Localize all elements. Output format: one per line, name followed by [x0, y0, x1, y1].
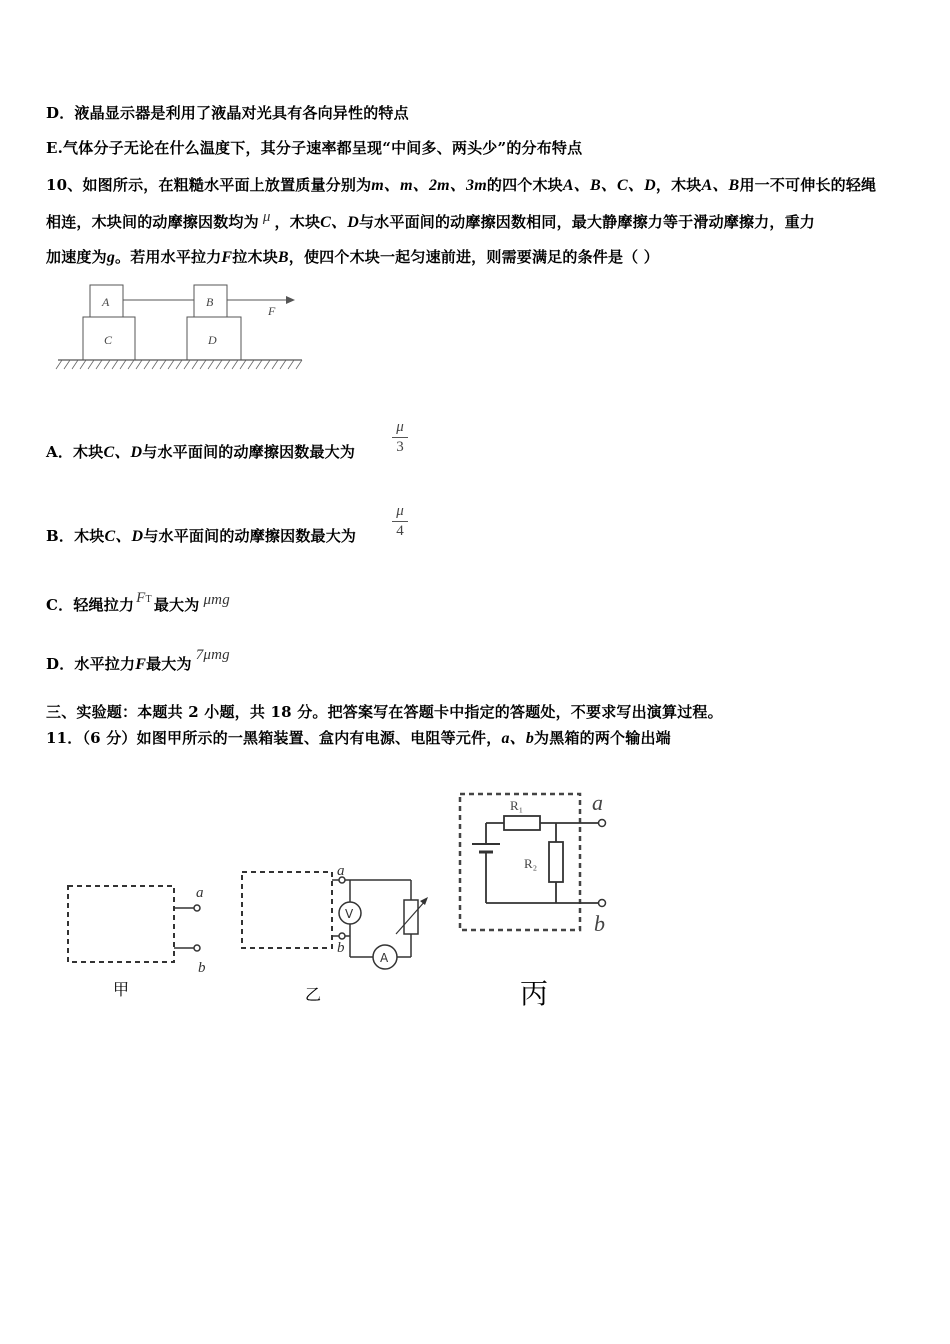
figure-jia: [60, 880, 220, 980]
option-c-symbol: FT: [136, 590, 152, 606]
ammeter-label: A: [380, 951, 389, 965]
caption-bing: 丙: [520, 977, 549, 1010]
black-box-jia: [68, 886, 174, 962]
q10-text: 10、如图所示，在粗糙水平面上放置质量分别为: [46, 176, 372, 194]
resistor-r2: [549, 842, 563, 882]
fraction-numerator: μ: [396, 419, 404, 435]
option-d-f: F: [135, 656, 147, 673]
q10-mu: μ: [262, 209, 271, 225]
option-a-fraction: [392, 419, 408, 456]
terminal-b: [194, 945, 200, 951]
q10-text: 的四个木块: [486, 176, 563, 194]
option-d-label: D．水平拉力: [46, 655, 136, 673]
q10-line-1: [46, 172, 876, 195]
label-f: F: [268, 304, 276, 318]
q10-text: 拉木块: [232, 248, 278, 266]
label-b: B: [206, 295, 214, 309]
figure-bing: [452, 786, 622, 936]
ground-hatching: [56, 360, 302, 369]
q11-line: [46, 725, 671, 748]
q10-masses: m、m、2m、3m: [371, 177, 487, 194]
q10-block-diagram: [50, 280, 310, 375]
q11-text: 为黑箱的两个输出端: [534, 729, 671, 747]
option-b: [46, 523, 356, 546]
label-c: C: [104, 333, 113, 347]
option-a-text: 与水平面间的动摩擦因数最大为: [142, 443, 356, 461]
q10-text: ，木块: [655, 176, 702, 194]
label-b: b: [198, 960, 206, 976]
fraction-numerator: μ: [396, 503, 404, 519]
option-d-value: 7μmg: [195, 647, 230, 663]
option-c-value: μmg: [203, 592, 230, 608]
q10-cd: C、D: [320, 214, 359, 231]
label-a: a: [196, 885, 204, 901]
q10-text: 加速度为: [46, 248, 107, 266]
option-b-cd: C、D: [104, 528, 144, 545]
q10-text: 与水平面间的动摩擦因数相同，最大静摩擦力等于滑动摩擦力，重力: [358, 213, 815, 231]
fraction-denominator: 3: [396, 439, 404, 455]
label-d: D: [208, 333, 217, 347]
q10-blocks: A、B、C、D: [562, 177, 656, 194]
q10-text: 相连，木块间的动摩擦因数均为: [46, 213, 259, 231]
q10-text: ，使四个木块一起匀速前进，则需要满足的条件是（ ）: [288, 248, 660, 266]
caption-jia: 甲: [113, 980, 130, 999]
option-c-text: 最大为: [153, 596, 200, 614]
q10-text: 用一不可伸长的轻绳: [739, 176, 877, 194]
q10-text: ，木块: [274, 213, 321, 231]
q10-g: g: [106, 249, 116, 266]
figure-yi: [236, 862, 436, 977]
force-arrow-head: [286, 296, 295, 304]
label-b: b: [594, 911, 605, 936]
terminal-b: [599, 900, 606, 907]
label-r2: R₂: [524, 856, 538, 871]
label-b: b: [337, 940, 345, 956]
voltmeter-label: V: [345, 907, 354, 921]
option-a-label: A．木块: [46, 443, 104, 461]
option-b-fraction: [392, 503, 408, 540]
option-e-previous: E.气体分子无论在什么温度下，其分子速率都呈现“中间多、两头少”的分布特点: [46, 139, 583, 157]
q10-ab: A、B: [701, 177, 740, 194]
terminal-a: [599, 820, 606, 827]
q11-text: 11．（6 分）如图甲所示的一黑箱装置、盒内有电源、电阻等元件，: [46, 729, 502, 747]
section-3-heading: 三、实验题：本题共 2 小题，共 18 分。把答案写在答题卡中指定的答题处，不要求写出演算过程。: [46, 703, 723, 721]
terminal-a: [194, 905, 200, 911]
q10-text: 。若用水平拉力: [115, 248, 222, 266]
q10-line-3: [46, 246, 659, 267]
option-b-text: 与水平面间的动摩擦因数最大为: [143, 527, 357, 545]
q10-line-2: [46, 209, 815, 232]
label-r1: R₁: [510, 798, 524, 813]
label-a: A: [102, 295, 110, 309]
q10-b: B: [277, 249, 289, 266]
fraction-denominator: 4: [396, 523, 404, 539]
option-c: [46, 590, 230, 615]
option-a: [46, 439, 355, 462]
label-a: a: [337, 863, 345, 879]
label-a: a: [592, 790, 603, 815]
option-d-text: 最大为: [146, 655, 192, 673]
option-a-cd: C、D: [103, 444, 143, 461]
black-box-yi: [242, 872, 332, 948]
caption-yi: 乙: [305, 985, 322, 1004]
q10-f: F: [221, 249, 233, 266]
option-b-label: B．木块: [46, 527, 105, 545]
option-d: [46, 647, 230, 674]
option-c-label: C．轻绳拉力: [46, 596, 135, 614]
terminal-b: [339, 933, 345, 939]
q11-ab: a、b: [501, 730, 535, 747]
resistor-r1: [504, 816, 540, 830]
option-d-previous: D．液晶显示器是利用了液晶对光具有各向异性的特点: [46, 104, 409, 122]
